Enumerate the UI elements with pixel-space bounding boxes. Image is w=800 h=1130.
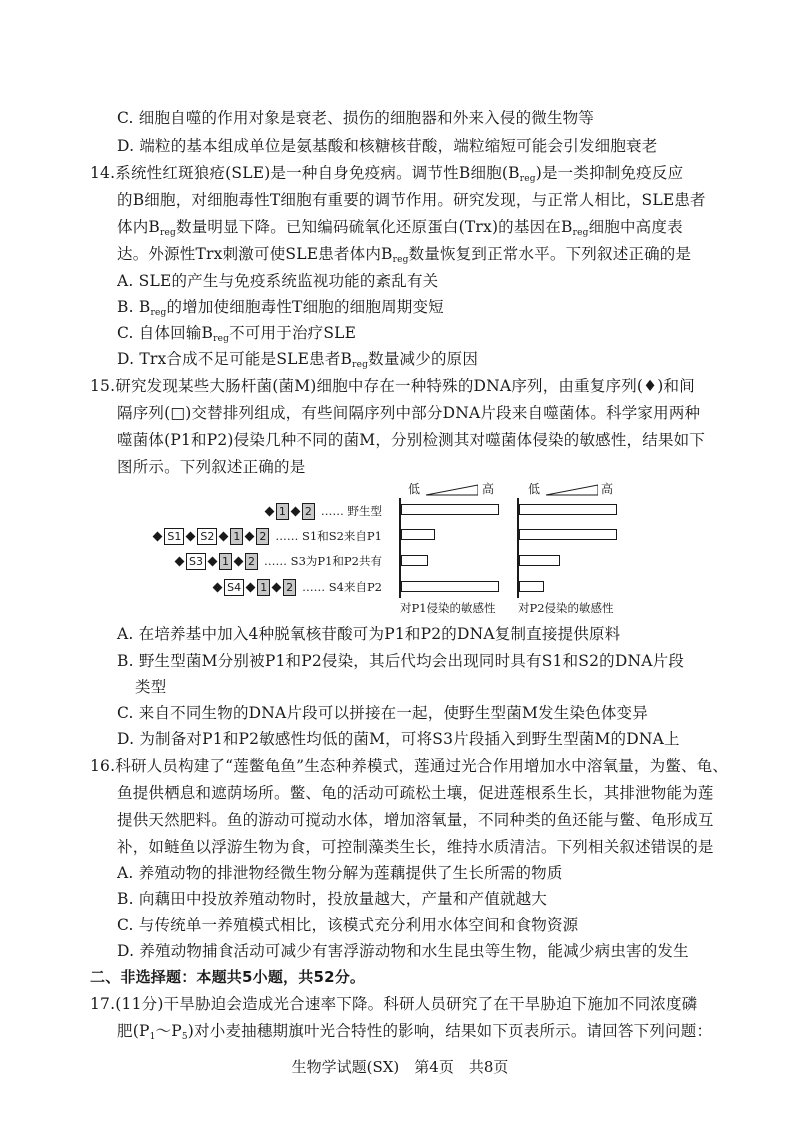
p2-sensitivity-bar: [519, 529, 617, 540]
subscript: 5: [181, 1032, 188, 1042]
q14-text: 体内B: [117, 218, 160, 236]
strain-label: …… 野生型: [320, 504, 382, 518]
q15-option-b-line1: B. 野生型菌M分别被P1和P2侵染，其后代均会出现同时具有S1和S2的DNA片段: [117, 652, 685, 670]
q17-number: 17.: [90, 995, 116, 1013]
subscript: reg: [352, 360, 369, 370]
repeat-sequence-diamond: [290, 506, 300, 516]
q16-stem-line3: 提供天然肥料。鱼的游动可搅动水体，增加溶氧量，不同种类的鱼还能与鳖、龟形成互: [117, 811, 714, 829]
strain-label: …… S3为P1和P2共有: [264, 554, 382, 568]
p1-high-label: 高: [482, 482, 495, 496]
q15-stem-line1: [90, 376, 695, 396]
q16-stem-line4: 补，如鲢鱼以浮游生物为食，可控制藻类生长，维持水质清洁。下列相关叙述错误的是: [117, 838, 714, 856]
spacer-box-1: 1: [276, 503, 289, 520]
q15-option-a: A. 在培养基中加入4种脱氧核苷酸可为P1和P2的DNA复制直接提供原料: [117, 625, 621, 643]
q15-number: 15.: [90, 377, 116, 395]
repeat-sequence-diamond: [272, 582, 282, 592]
q14-stem-line3: [117, 217, 683, 243]
strain-row-s1s2: [151, 527, 382, 545]
p2-sensitivity-bar: [519, 555, 560, 566]
q13-option-d: D. 端粒的基本组成单位是氨基酸和核糖核苷酸，端粒缩短可能会引发细胞衰老: [117, 137, 658, 155]
q14-stem-line4: [117, 244, 691, 270]
subscript: reg: [519, 174, 536, 184]
subscript: reg: [392, 255, 409, 265]
repeat-sequence-diamond: [213, 582, 223, 592]
q16-stem-line2: 鱼提供栖息和遮荫场所。鳖、龟的活动可疏松土壤，促进莲根系生长，其排泄物能为莲: [117, 784, 714, 802]
q14-option-c: [117, 323, 356, 349]
p1-sensitivity-bar: [401, 504, 499, 515]
q17-text: (11分)干旱胁迫会造成光合速率下降。科研人员研究了在干旱胁迫下施加不同浓度磷: [115, 995, 698, 1013]
q14-text: 细胞中高度表: [588, 218, 683, 236]
q17-text: ～P: [155, 1022, 182, 1040]
repeat-sequence-diamond: [264, 506, 274, 516]
spacer-box-s1: S1: [164, 528, 184, 545]
repeat-sequence-diamond: [234, 556, 244, 566]
q14-text: C. 自体回输B: [117, 324, 214, 342]
q14-option-a: A. SLE的产生与免疫系统监视功能的紊乱有关: [117, 272, 439, 290]
q14-text: 的增加使细胞毒性T细胞的细胞周期变短: [166, 298, 444, 316]
spacer-box-s2: S2: [197, 528, 217, 545]
q14-text: 达。外源性Trx刺激可使SLE患者体内B: [117, 245, 393, 263]
page-footer: 生物学试题(SX) 第4页 共8页: [291, 1058, 509, 1076]
repeat-sequence-diamond: [246, 582, 256, 592]
p2-caption: 对P2侵染的敏感性: [518, 601, 614, 615]
repeat-sequence-diamond: [153, 531, 163, 541]
p2-sensitivity-bar: [519, 581, 544, 592]
subscript: reg: [150, 308, 167, 318]
q14-option-d: [117, 349, 478, 375]
subscript: reg: [572, 228, 589, 238]
p1-sensitivity-bar: [401, 529, 435, 540]
q16-number: 16.: [90, 757, 116, 775]
repeat-sequence-diamond: [175, 556, 185, 566]
q16-stem-line1: [90, 756, 728, 776]
q16-option-c: C. 与传统单一养殖模式相比，该模式充分利用水体空间和食物资源: [117, 916, 579, 934]
strain-label: …… S1和S2来自P1: [275, 529, 382, 543]
spacer-box-2: 2: [245, 553, 258, 570]
strain-row-s4: [211, 578, 382, 596]
q17-stem-line2: [117, 1021, 712, 1047]
p2-gradient-wedge: [546, 484, 598, 496]
p1-sensitivity-bar: [401, 555, 428, 566]
q14-number: 14.: [90, 164, 116, 182]
p2-low-label: 低: [528, 482, 541, 496]
p1-caption: 对P1侵染的敏感性: [400, 601, 496, 615]
q13-option-c: C. 细胞自噬的作用对象是衰老、损伤的细胞器和外来入侵的微生物等: [117, 109, 595, 127]
q14-text: 数量明显下降。已知编码硫氧化还原蛋白(Trx)的基因在B: [176, 218, 573, 236]
q16-option-b: B. 向藕田中投放养殖动物时，投放量越大，产量和产值就越大: [117, 890, 548, 908]
q14-text: 不可用于治疗SLE: [229, 324, 357, 342]
spacer-box-2: 2: [283, 579, 296, 596]
q17-text: 肥(P: [117, 1022, 150, 1040]
section-heading: 二、非选择题：本题共5小题，共52分。: [90, 968, 366, 986]
strain-label: …… S4来自P2: [302, 580, 382, 594]
q14-text: B. B: [117, 298, 151, 316]
q15-text: 研究发现某些大肠杆菌(菌M)细胞中存在一种特殊的DNA序列，由重复序列(♦)和间: [115, 377, 695, 395]
q16-text: 科研人员构建了“莲鳖龟鱼”生态种养模式，莲通过光合作用增加水中溶氧量，为鳖、龟、: [115, 757, 729, 775]
q15-option-b-line2: 类型: [135, 678, 167, 696]
crispr-figure: [167, 480, 640, 615]
p2-sensitivity-bar: [519, 504, 617, 515]
q14-text: )是一类抑制免疫反应: [535, 164, 684, 182]
q17-stem-line1: [90, 994, 697, 1014]
repeat-sequence-diamond: [245, 531, 255, 541]
repeat-sequence-diamond: [208, 556, 218, 566]
spacer-box-1: 1: [219, 553, 232, 570]
q17-text: )对小麦抽穗期旗叶光合特性的影响，结果如下页表所示。请回答下列问题：: [187, 1022, 713, 1040]
spacer-box-1: 1: [230, 528, 243, 545]
p1-sensitivity-bar: [401, 581, 499, 592]
q15-option-d: D. 为制备对P1和P2敏感性均低的菌M，可将S3片段插入到野生型菌M的DNA上: [117, 730, 680, 748]
q15-stem-line3: 噬菌体(P1和P2)侵染几种不同的菌M，分别检测其对噬菌体侵染的敏感性，结果如下: [117, 431, 706, 449]
subscript: reg: [160, 228, 176, 238]
repeat-sequence-diamond: [219, 531, 229, 541]
p2-high-label: 高: [601, 482, 614, 496]
spacer-box-2: 2: [302, 503, 315, 520]
q14-stem-line1: [90, 163, 683, 189]
q15-stem-line4: 图所示。下列叙述正确的是: [117, 458, 306, 476]
q14-text: D. Trx合成不足可能是SLE患者B: [117, 350, 353, 368]
q14-text: 数量恢复到正常水平。下列叙述正确的是: [408, 245, 692, 263]
spacer-box-s4: S4: [224, 579, 244, 596]
q14-stem-line2: 的B细胞，对细胞毒性T细胞有重要的调节作用。研究发现，与正常人相比，SLE患者: [117, 191, 706, 209]
subscript: 1: [149, 1032, 156, 1042]
repeat-sequence-diamond: [186, 531, 196, 541]
spacer-box-1: 1: [257, 579, 270, 596]
p1-low-label: 低: [408, 482, 421, 496]
q16-option-d: D. 养殖动物捕食活动可减少有害浮游动物和水生昆虫等生物，能减少病虫害的发生: [117, 942, 689, 960]
strain-row-s3: [173, 552, 382, 570]
strain-row-wildtype: [263, 502, 382, 520]
q14-option-b: [117, 297, 444, 323]
p1-gradient-wedge: [426, 484, 478, 496]
q14-text: 系统性红斑狼疮(SLE)是一种自身免疫病。调节性B细胞(B: [115, 164, 520, 182]
subscript: reg: [213, 334, 230, 344]
q16-option-a: A. 养殖动物的排泄物经微生物分解为莲藕提供了生长所需的物质: [117, 864, 563, 882]
spacer-box-2: 2: [256, 528, 269, 545]
spacer-box-s3: S3: [186, 553, 206, 570]
q15-option-c: C. 来自不同生物的DNA片段可以拼接在一起，使野生型菌M发生染色体变异: [117, 704, 648, 722]
q15-stem-line2: 隔序列(□)交替排列组成，有些间隔序列中部分DNA片段来自噬菌体。科学家用两种: [117, 404, 701, 422]
q14-text: 数量减少的原因: [368, 350, 479, 368]
